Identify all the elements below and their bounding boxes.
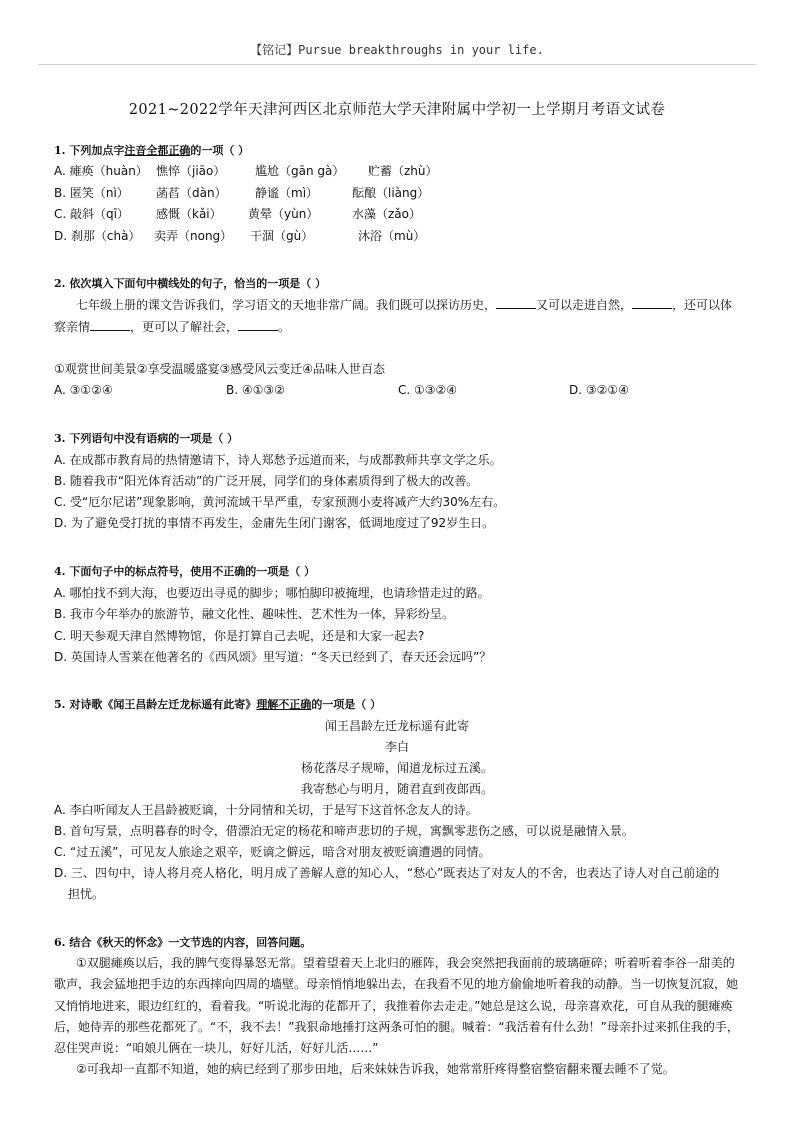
q1-a-3: 尴尬（gān gà） [255, 164, 345, 178]
q4-option-d: D. 英国诗人雪莱在他著名的《西风颂》里写道：“冬天已经到了，春天还会远吗”？ [54, 650, 492, 664]
q1-a-4: 贮蓄（zhù） [368, 164, 438, 178]
question-1-stem-suffix: 的一项（ ） [190, 144, 250, 157]
q5-option-d: D. 三、四句中，诗人将月亮人格化，明月成了善解人意的知心人，“愁心”既表达了对友人的不舍，也表达了诗人对自己前途的 [54, 866, 720, 880]
question-5-stem [54, 697, 381, 713]
poem-title: 闻王昌龄左迁龙标遥有此寄 [324, 719, 469, 733]
header-divider [38, 64, 756, 65]
question-5-stem-suffix: 的一项是（ ） [311, 698, 382, 711]
q1-d-2: 卖弄（nong） [154, 229, 233, 243]
fill-blank-2 [632, 297, 672, 309]
q3-option-a: A. 在成都市教育局的热情邀请下，诗人郑愁予远道而来，与成都教师共享文学之乐。 [54, 453, 502, 467]
page-header: 【铭记】Pursue breakthroughs in your life. [250, 43, 544, 57]
question-5-stem-emphasis: 理解不正确 [256, 698, 312, 711]
passage-text: ，还可以体 [672, 298, 733, 312]
question-1-stem-prefix: 1. 下列加点字 [54, 144, 125, 157]
q1-d-4: 沐浴（mù） [358, 229, 426, 243]
poem-author: 李白 [384, 740, 409, 754]
poem-line-2: 我寄愁心与明月，随君直到夜郎西。 [300, 782, 493, 796]
question-2-passage-line-2 [54, 319, 290, 335]
passage-text: 又可以走进自然， [536, 298, 633, 312]
question-1-stem [54, 143, 249, 159]
q3-option-b: B. 随着我市“阳光体育活动”的广泛开展，同学们的身体素质得到了极大的改善。 [54, 474, 479, 488]
q2-option-d: D. ③②①④ [569, 383, 629, 397]
question-6-stem: 6. 结合《秋天的怀念》一文节选的内容，回答问题。 [54, 936, 312, 949]
q1-d-3: 干涸（gù） [250, 229, 314, 243]
passage-text: 七年级上册的课文告诉我们，学习语文的天地非常广阔。我们既可以探访历史， [76, 298, 497, 312]
q4-option-a: A. 哪怕找不到大海，也要迈出寻觅的脚步；哪怕脚印被掩埋，也请珍惜走过的路。 [54, 586, 490, 600]
q6-paragraph-2: ②可我却一直都不知道，她的病已经到了那步田地，后来妹妹告诉我，她常常肝疼得整宿整宿翻来覆去睡不了觉。 [76, 1062, 675, 1076]
q5-option-c: C. “过五溪”，可见友人旅途之艰辛，贬谪之僻远，暗含对朋友被贬谪遭遇的同情。 [54, 845, 491, 859]
page-title: 2021~2022学年天津河西区北京师范大学天津附属中学初一上学期月考语文试卷 [128, 102, 666, 118]
q1-a-1: A. 瘫痪（huàn） [54, 164, 148, 178]
question-1-stem-emphasis: 注音全都正确 [124, 144, 191, 157]
q1-c-4: 水藻（zǎo） [352, 207, 421, 221]
q5-option-a: A. 李白听闻友人王昌龄被贬谪，十分同情和关切，于是写下这首怀念友人的诗。 [54, 803, 478, 817]
q1-b-1: B. 匿笑（nì） [54, 186, 129, 200]
fill-blank-4 [238, 319, 278, 331]
q6-paragraph-1: ①双腿瘫痪以后，我的脾气变得暴怒无常。望着望着天上北归的雁阵，我会突然把我面前的玻璃砸碎；听着听着李谷一甜美的歌声，我会猛地把手边的东西摔向四周的墙壁。母亲悄悄地躲出去，在我看不见的地方偷偷地听着我的动静。当一切恢复沉寂，她又悄悄地进来，眼边红红的，看着我。“听说北海的花都开了，我推着你去走走。”她总是这么说，母亲喜欢花，可自从我的腿瘫痪后，她侍弄的那些花都死了。“不，我不去！”我狠命地捶打这两条可怕的腿。喊着：“我活着有什么劲！”母亲扑过来抓住我的手，忍住哭声说：“咱娘儿俩在一块儿，好好儿活，好好儿活……” [54, 956, 739, 1056]
question-2-items: ①观赏世间美景②享受温暖盛宴③感受风云变迁④品味人世百态 [54, 362, 386, 376]
q2-option-c: C. ①③②④ [398, 383, 458, 397]
q4-option-c: C. 明天参观天津自然博物馆，你是打算自己去呢，还是和大家一起去? [54, 629, 425, 643]
question-4-stem: 4. 下面句子中的标点符号，使用不正确的一项是（ ） [54, 565, 316, 578]
q2-option-a: A. ③①②④ [54, 383, 113, 397]
poem-line-1: 杨花落尽子规啼，闻道龙标过五溪。 [300, 761, 493, 775]
q1-b-3: 静谧（mì） [255, 186, 319, 200]
q1-b-2: 菡萏（dàn） [156, 186, 227, 200]
question-2-passage-line-1 [76, 297, 732, 313]
q4-option-b: B. 我市今年举办的旅游节，融文化性、趣味性、艺术性为一体，异彩纷呈。 [54, 607, 454, 621]
q3-option-d: D. 为了避免受打扰的事情不再发生，金庸先生闭门谢客，低调地度过了92岁生日。 [54, 516, 495, 530]
passage-text: 察亲情 [54, 320, 91, 334]
question-3-stem: 3. 下列语句中没有语病的一项是（ ） [54, 432, 239, 445]
fill-blank-3 [90, 319, 130, 331]
q1-d-1: D. 刹那（chà） [54, 229, 141, 243]
passage-text: ，更可以了解社会， [130, 320, 239, 334]
q3-option-c: C. 受“厄尔尼诺”现象影响，黄河流域干旱严重，专家预测小麦将减产大约30%左右。 [54, 495, 506, 509]
q1-b-4: 酝酿（liàng） [352, 186, 430, 200]
q2-option-b: B. ④①③② [226, 383, 285, 397]
q5-option-d-continued: 担忧。 [68, 887, 105, 901]
q1-c-2: 感慨（kǎi） [156, 207, 222, 221]
fill-blank-1 [496, 297, 536, 309]
question-5-stem-prefix: 5. 对诗歌《闻王昌龄左迁龙标遥有此寄》 [54, 698, 257, 711]
question-2-stem: 2. 依次填入下面句中横线处的句子，恰当的一项是（ ） [54, 277, 327, 290]
q1-c-3: 黄晕（yùn） [248, 207, 319, 221]
q1-c-1: C. 敲斜（qī） [54, 207, 129, 221]
q5-option-b: B. 首句写景，点明暮春的时令，借漂泊无定的杨花和啼声悲切的子规，寓飘零悲伤之感，可以说是融情入景。 [54, 824, 634, 838]
q1-a-2: 憔悴（jiāo） [156, 164, 226, 178]
passage-text: 。 [278, 320, 291, 334]
